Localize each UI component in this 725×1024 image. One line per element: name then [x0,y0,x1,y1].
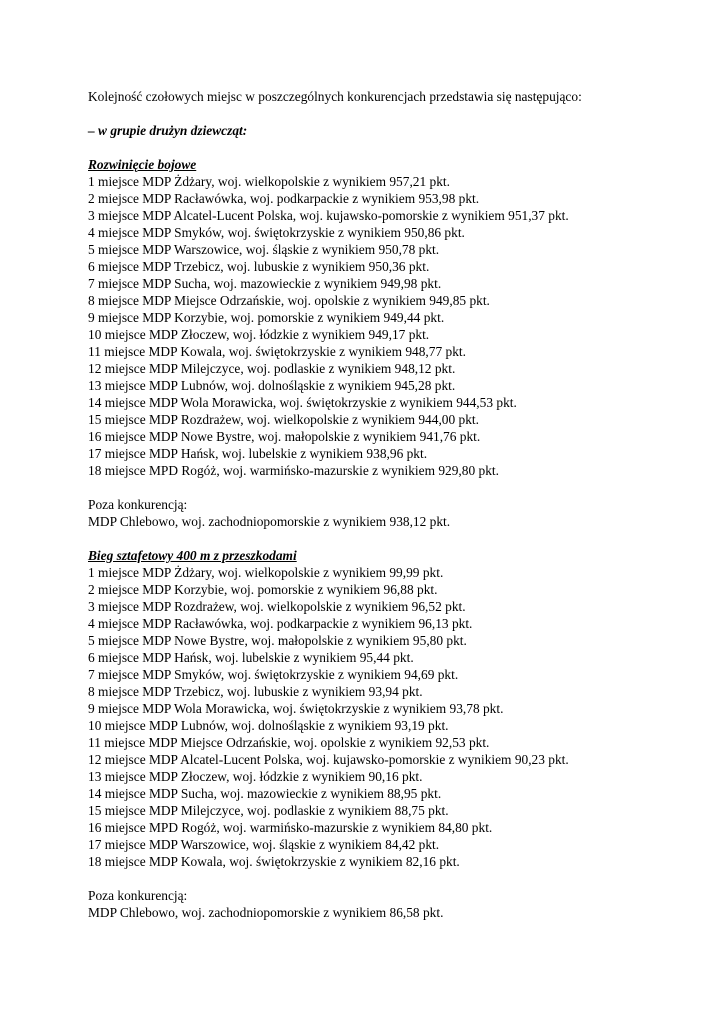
result-item: 12 miejsce MDP Alcatel-Lucent Polska, woj. kujawsko-pomorskie z wynikiem 90,23 pkt. [88,752,569,767]
result-item: 14 miejsce MDP Sucha, woj. mazowieckie z wynikiem 88,95 pkt. [88,786,442,801]
result-item: 1 miejsce MDP Żdżary, woj. wielkopolskie z wynikiem 957,21 pkt. [88,174,450,189]
result-item: 11 miejsce MDP Kowala, woj. świętokrzyskie z wynikiem 948,77 pkt. [88,344,466,359]
result-item: 9 miejsce MDP Wola Morawicka, woj. świętokrzyskie z wynikiem 93,78 pkt. [88,701,504,716]
outside-competition-label: Poza konkurencją: [88,888,188,903]
result-item: 18 miejsce MPD Rogóż, woj. warmińsko-mazurskie z wynikiem 929,80 pkt. [88,463,499,478]
result-item: 17 miejsce MDP Warszowice, woj. śląskie z wynikiem 84,42 pkt. [88,837,440,852]
result-item: 13 miejsce MDP Złoczew, woj. łódzkie z wynikiem 90,16 pkt. [88,769,423,784]
result-item: 11 miejsce MDP Miejsce Odrzańskie, woj. opolskie z wynikiem 92,53 pkt. [88,735,490,750]
result-item: 3 miejsce MDP Alcatel-Lucent Polska, woj. kujawsko-pomorskie z wynikiem 951,37 pkt. [88,208,569,223]
result-item: 7 miejsce MDP Sucha, woj. mazowieckie z wynikiem 949,98 pkt. [88,276,442,291]
result-item: 16 miejsce MDP Nowe Bystre, woj. małopolskie z wynikiem 941,76 pkt. [88,429,481,444]
result-item: 8 miejsce MDP Miejsce Odrzańskie, woj. opolskie z wynikiem 949,85 pkt. [88,293,490,308]
result-item: 2 miejsce MDP Korzybie, woj. pomorskie z wynikiem 96,88 pkt. [88,582,438,597]
results-list [88,564,708,870]
spacer [88,105,708,122]
result-item: 2 miejsce MDP Racławówka, woj. podkarpackie z wynikiem 953,98 pkt. [88,191,480,206]
result-item: 6 miejsce MDP Trzebicz, woj. lubuskie z wynikiem 950,36 pkt. [88,259,430,274]
result-item: 10 miejsce MDP Złoczew, woj. łódzkie z wynikiem 949,17 pkt. [88,327,430,342]
result-item: 5 miejsce MDP Warszowice, woj. śląskie z wynikiem 950,78 pkt. [88,242,440,257]
group-title: – w grupie drużyn dziewcząt: [88,123,248,138]
result-item: 5 miejsce MDP Nowe Bystre, woj. małopolskie z wynikiem 95,80 pkt. [88,633,467,648]
result-item: 3 miejsce MDP Rozdrażew, woj. wielkopolskie z wynikiem 96,52 pkt. [88,599,466,614]
result-item: 8 miejsce MDP Trzebicz, woj. lubuskie z wynikiem 93,94 pkt. [88,684,423,699]
intro-text: Kolejność czołowych miejsc w poszczególnych konkurencjach przedstawia się następująco: [88,89,582,104]
outside-competition-result: MDP Chlebowo, woj. zachodniopomorskie z wynikiem 938,12 pkt. [88,514,451,529]
result-item: 12 miejsce MDP Milejczyce, woj. podlaskie z wynikiem 948,12 pkt. [88,361,456,376]
section-heading: Bieg sztafetowy 400 m z przeszkodami [88,548,297,563]
section-bieg-sztafetowy [88,547,708,921]
result-item: 4 miejsce MDP Smyków, woj. świętokrzyskie z wynikiem 950,86 pkt. [88,225,465,240]
spacer [88,479,708,496]
result-item: 14 miejsce MDP Wola Morawicka, woj. świętokrzyskie z wynikiem 944,53 pkt. [88,395,517,410]
results-list [88,173,708,479]
result-item: 6 miejsce MDP Hańsk, woj. lubelskie z wynikiem 95,44 pkt. [88,650,414,665]
outside-competition-label: Poza konkurencją: [88,497,188,512]
spacer [88,870,708,887]
result-item: 10 miejsce MDP Lubnów, woj. dolnośląskie z wynikiem 93,19 pkt. [88,718,449,733]
spacer [88,530,708,547]
outside-competition-result: MDP Chlebowo, woj. zachodniopomorskie z wynikiem 86,58 pkt. [88,905,444,920]
spacer [88,139,708,156]
result-item: 15 miejsce MDP Rozdrażew, woj. wielkopolskie z wynikiem 944,00 pkt. [88,412,479,427]
result-item: 18 miejsce MDP Kowala, woj. świętokrzyskie z wynikiem 82,16 pkt. [88,854,460,869]
section-rozwiniecie-bojowe [88,156,708,530]
result-item: 1 miejsce MDP Żdżary, woj. wielkopolskie z wynikiem 99,99 pkt. [88,565,444,580]
result-item: 15 miejsce MDP Milejczyce, woj. podlaskie z wynikiem 88,75 pkt. [88,803,449,818]
result-item: 4 miejsce MDP Racławówka, woj. podkarpackie z wynikiem 96,13 pkt. [88,616,473,631]
section-heading: Rozwinięcie bojowe [88,157,197,172]
result-item: 13 miejsce MDP Lubnów, woj. dolnośląskie z wynikiem 945,28 pkt. [88,378,456,393]
document-page [88,88,708,921]
result-item: 16 miejsce MPD Rogóż, woj. warmińsko-mazurskie z wynikiem 84,80 pkt. [88,820,493,835]
result-item: 9 miejsce MDP Korzybie, woj. pomorskie z wynikiem 949,44 pkt. [88,310,445,325]
result-item: 7 miejsce MDP Smyków, woj. świętokrzyskie z wynikiem 94,69 pkt. [88,667,459,682]
result-item: 17 miejsce MDP Hańsk, woj. lubelskie z wynikiem 938,96 pkt. [88,446,428,461]
